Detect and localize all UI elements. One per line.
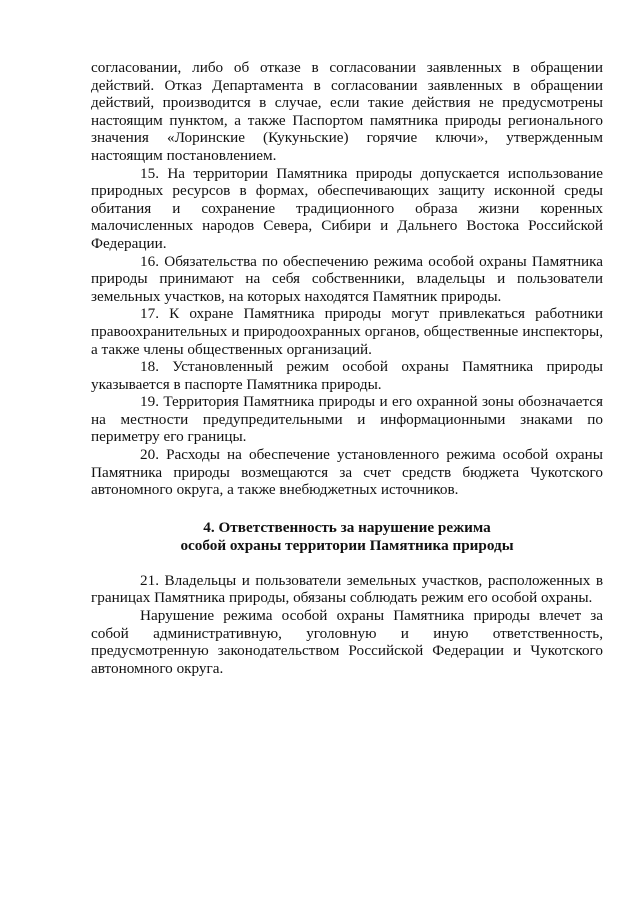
section-heading-line-2: особой охраны территории Памятника природы [180,536,514,554]
paragraph-18: 18. Установленный режим особой охраны Памятника природы указывается в паспорте Памятника природы. [91,358,603,393]
paragraph-17: 17. К охране Памятника природы могут привлекаться работники правоохранительных и природоохранных органов, общественные инспекторы, а также члены общественных организаций. [91,305,603,358]
section-heading [91,519,603,555]
paragraph-continuation: согласовании, либо об отказе в согласовании заявленных в обращении действий. Отказ Департамента в согласовании заявленных в обращении действий, производится в случае, если такие действия не предусмотрены настоящим пунктом, а также Паспортом памятника природы регионального значения «Лоринские (Кукуньские) горячие ключи», утвержденным настоящим постановлением. [91,59,603,164]
paragraph-15: 15. На территории Памятника природы допускается использование природных ресурсов в формах, обеспечивающих защиту исконной среды обитания и сохранение традиционного образа жизни коренных малочисленных народов Севера, Сибири и Дальнего Востока Российской Федерации. [91,164,603,252]
paragraph-liability: Нарушение режима особой охраны Памятника природы влечет за собой административную, уголовную и иную ответственность, предусмотренную законодательством Российской Федерации и Чукотского автономного округа. [91,607,603,677]
paragraph-19: 19. Территория Памятника природы и его охранной зоны обозначается на местности предупредительными и информационными знаками по периметру его границы. [91,393,603,446]
paragraph-20: 20. Расходы на обеспечение установленного режима особой охраны Памятника природы возмещаются за счет средств бюджета Чукотского автономного округа, а также внебюджетных источников. [91,446,603,499]
paragraph-16: 16. Обязательства по обеспечению режима особой охраны Памятника природы принимают на себя собственники, владельцы и пользователи земельных участков, на которых находятся Памятник природы. [91,252,603,305]
paragraph-21: 21. Владельцы и пользователи земельных участков, расположенных в границах Памятника природы, обязаны соблюдать режим его особой охраны. [91,571,603,607]
document-page [91,59,603,677]
section-heading-line-1: 4. Ответственность за нарушение режима [203,518,491,536]
